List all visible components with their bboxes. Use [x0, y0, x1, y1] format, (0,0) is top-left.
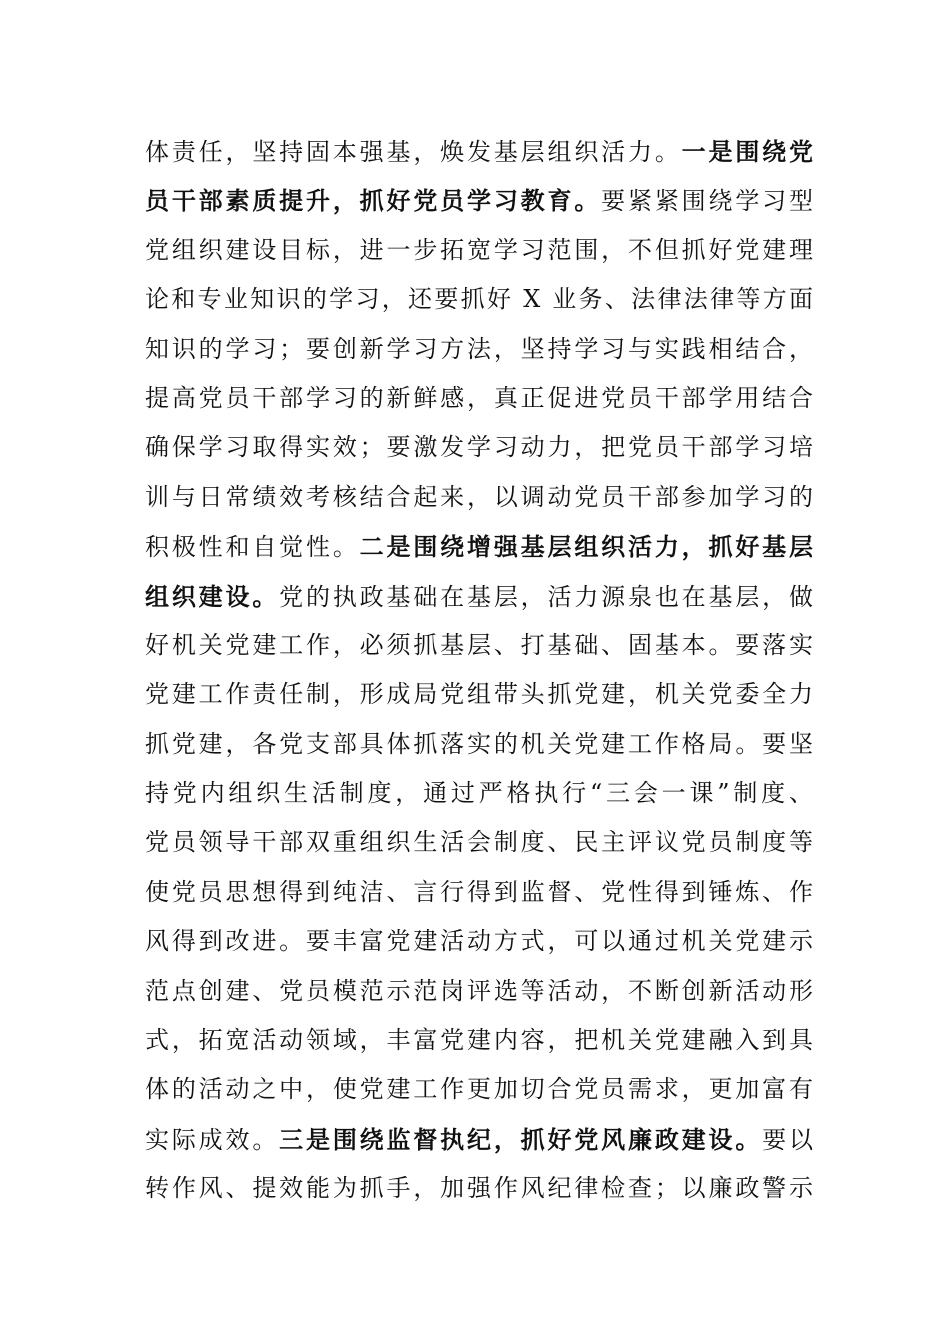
bold-text-segment: 二是围绕增强基层组织活力，抓好基层: [359, 532, 816, 562]
text-segment: 抓党建，各党支部具体抓落实的机关党建工作格局。要坚: [145, 729, 815, 758]
text-line: [145, 275, 815, 324]
text-segment: 好机关党建工作，必须抓基层、打基础、固基本。要落实: [145, 630, 815, 659]
text-segment: 风得到改进。要丰富党建活动方式，可以通过机关党建示: [145, 927, 815, 956]
text-segment: 转作风、提效能为抓手，加强作风纪律检查；以廉政警示: [145, 1174, 815, 1203]
text-line: [145, 374, 815, 423]
bold-text-segment: 员干部素质提升，抓好党员学习教育。: [145, 186, 602, 216]
text-segment: 式，拓宽活动领域，丰富党建内容，把机关党建融入到具: [145, 1026, 815, 1055]
text-segment: 训与日常绩效考核结合起来，以调动党员干部参加学习的: [145, 482, 815, 511]
text-segment: 党的执政基础在基层，活力源泉也在基层，做: [279, 582, 816, 611]
text-line: [145, 1016, 815, 1065]
text-line: [145, 1065, 815, 1114]
text-segment: 持党内组织生活制度，通过严格执行“三会一课”制度、: [145, 779, 815, 808]
text-line: [145, 1164, 815, 1213]
text-line: [145, 818, 815, 867]
text-segment: 党建工作责任制，形成局党组带头抓党建，机关党委全力: [145, 680, 815, 709]
text-segment: 实际成效。: [145, 1125, 280, 1154]
text-line: [145, 473, 815, 522]
text-segment: 体的活动之中，使党建工作更加切合党员需求，更加富有: [145, 1075, 815, 1104]
text-line: [145, 226, 815, 275]
bold-text-segment: 一是围绕党: [681, 137, 816, 166]
text-segment: 要紧紧围绕学习型: [601, 187, 816, 216]
text-segment: 提高党员干部学习的新鲜感，真正促进党员干部学用结合: [145, 383, 815, 412]
text-segment: 知识的学习；要创新学习方法，坚持学习与实践相结合，: [145, 334, 815, 363]
text-segment: 使党员思想得到纯洁、言行得到监督、党性得到锤炼、作: [145, 877, 815, 906]
text-line: [145, 868, 815, 917]
text-segment: 党组织建设目标，进一步拓宽学习范围，不但抓好党建理: [145, 235, 815, 264]
body-text: [145, 127, 815, 1214]
text-line: [145, 423, 815, 472]
text-line: [145, 522, 815, 571]
text-segment: 论和专业知识的学习，还要抓好 X 业务、法律法律等方面: [145, 285, 815, 314]
text-line: [145, 621, 815, 670]
text-line: [145, 325, 815, 374]
text-segment: 党员领导干部双重组织生活会制度、民主评议党员制度等: [145, 828, 815, 857]
text-line: [145, 967, 815, 1016]
text-segment: 确保学习取得实效；要激发学习动力，把党员干部学习培: [145, 433, 815, 462]
text-segment: 体责任，坚持固本强基，焕发基层组织活力。: [145, 138, 682, 166]
text-line: [145, 1115, 815, 1164]
text-segment: 积极性和自觉性。: [145, 533, 360, 562]
text-line: [145, 670, 815, 719]
bold-text-segment: 组织建设。: [145, 581, 280, 611]
text-line: [145, 127, 815, 176]
text-line: [145, 769, 815, 818]
text-segment: 范点创建、党员模范示范岗评选等活动，不断创新活动形: [145, 976, 815, 1005]
text-line: [145, 572, 815, 621]
text-line: [145, 917, 815, 966]
text-segment: 要以: [762, 1125, 816, 1154]
bold-text-segment: 三是围绕监督执纪，抓好党风廉政建设。: [279, 1124, 763, 1154]
text-line: [145, 720, 815, 769]
text-line: [145, 176, 815, 225]
